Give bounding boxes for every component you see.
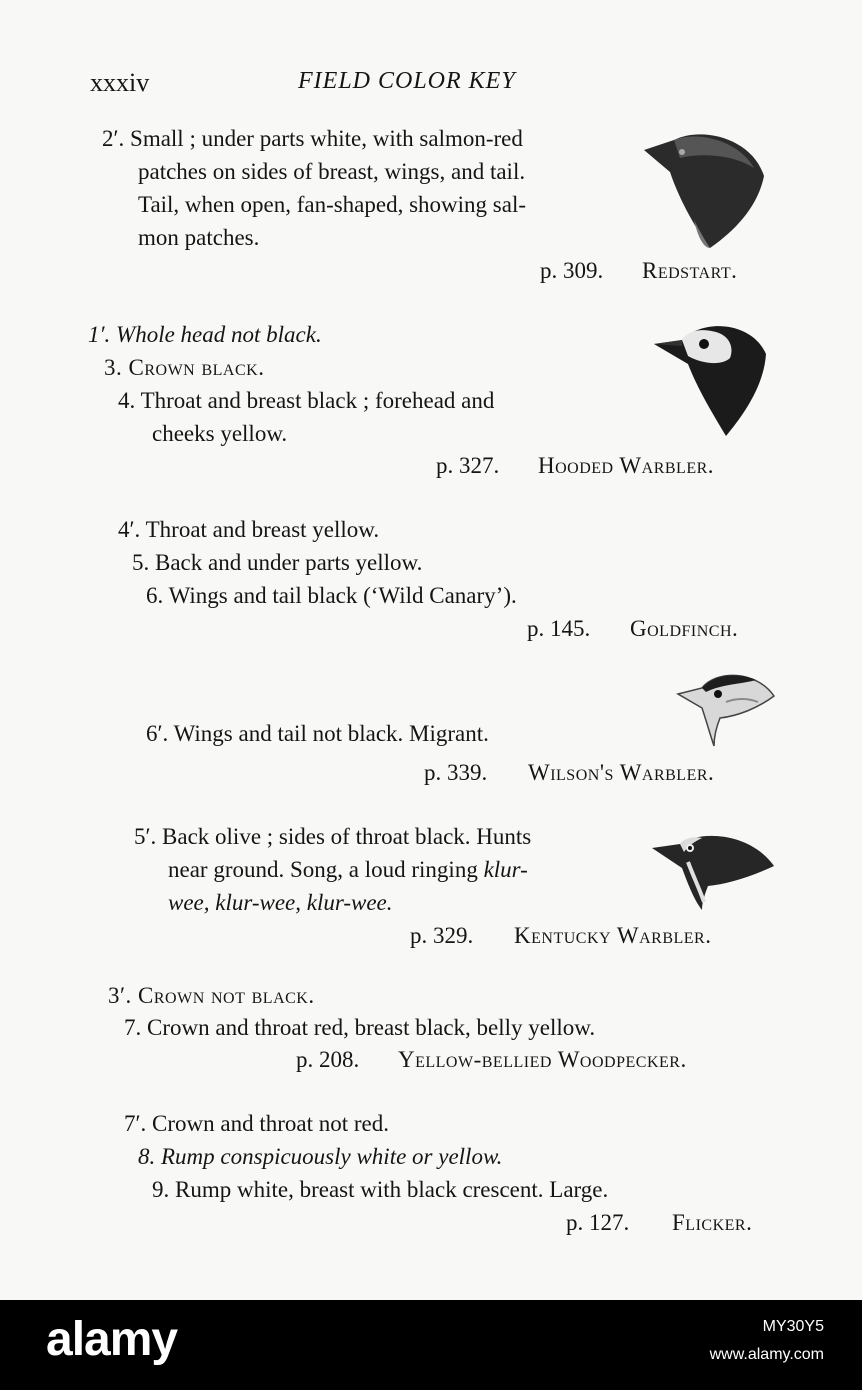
wilsons-warbler-head-illustration — [676, 668, 776, 748]
bird-name: Redstart. — [642, 258, 738, 283]
hooded-warbler-head-illustration — [652, 318, 770, 438]
bird-name: Wilson's Warbler. — [528, 760, 715, 785]
watermark-url: www.alamy.com — [709, 1346, 824, 1363]
page-reference: p. 309. — [540, 258, 604, 283]
kentucky-warbler-head-illustration — [650, 828, 776, 912]
key-line: cheeks yellow. — [152, 421, 288, 446]
bird-name: Yellow-bellied Woodpecker. — [398, 1047, 687, 1072]
page-title: FIELD COLOR KEY — [298, 68, 516, 94]
page-reference: p. 327. — [436, 453, 500, 478]
key-line: 4. Throat and breast black ; forehead and — [118, 388, 495, 413]
page-reference: p. 339. — [424, 760, 488, 785]
page-reference: p. 329. — [410, 923, 474, 948]
key-line: 5′. Back olive ; sides of throat black. Hunts — [134, 824, 532, 849]
page-reference: p. 208. — [296, 1047, 360, 1072]
key-line: 7′. Crown and throat not red. — [124, 1111, 390, 1136]
key-line: 6. Wings and tail black (‘Wild Canary’). — [146, 583, 517, 608]
key-line: 9. Rump white, breast with black crescent. Large. — [152, 1177, 609, 1202]
key-line: 8. Rump conspicuously white or yellow. — [138, 1144, 503, 1169]
key-line: 3′. Crown not black. — [108, 983, 315, 1008]
image-id: MY30Y5 — [762, 1318, 824, 1335]
key-line: mon patches. — [138, 225, 260, 250]
bird-name: Hooded Warbler. — [538, 453, 715, 478]
page-reference: p. 127. — [566, 1210, 630, 1235]
bird-name: Kentucky Warbler. — [514, 923, 712, 948]
bird-name: Goldfinch. — [630, 616, 739, 641]
page-number: xxxiv — [90, 68, 150, 97]
key-line: wee, klur-wee, klur-wee. — [168, 890, 393, 915]
redstart-head-illustration — [640, 128, 770, 252]
key-line: 2′. Small ; under parts white, with salmon-red — [102, 126, 523, 151]
key-line: near ground. Song, a loud ringing klur- — [168, 857, 528, 882]
bird-name: Flicker. — [672, 1210, 753, 1235]
key-line: 7. Crown and throat red, breast black, belly yellow. — [124, 1015, 596, 1040]
key-line: 4′. Throat and breast yellow. — [118, 517, 380, 542]
page-reference: p. 145. — [527, 616, 591, 641]
alamy-logo: alamy — [46, 1313, 178, 1366]
key-line: 3. Crown black. — [104, 355, 265, 380]
key-line: patches on sides of breast, wings, and tail. — [138, 159, 526, 184]
key-line: 5. Back and under parts yellow. — [132, 550, 423, 575]
key-line: 1′. Whole head not black. — [88, 322, 322, 347]
key-line: 6′. Wings and tail not black. Migrant. — [146, 721, 489, 746]
key-line: Tail, when open, fan-shaped, showing sal- — [138, 192, 527, 217]
